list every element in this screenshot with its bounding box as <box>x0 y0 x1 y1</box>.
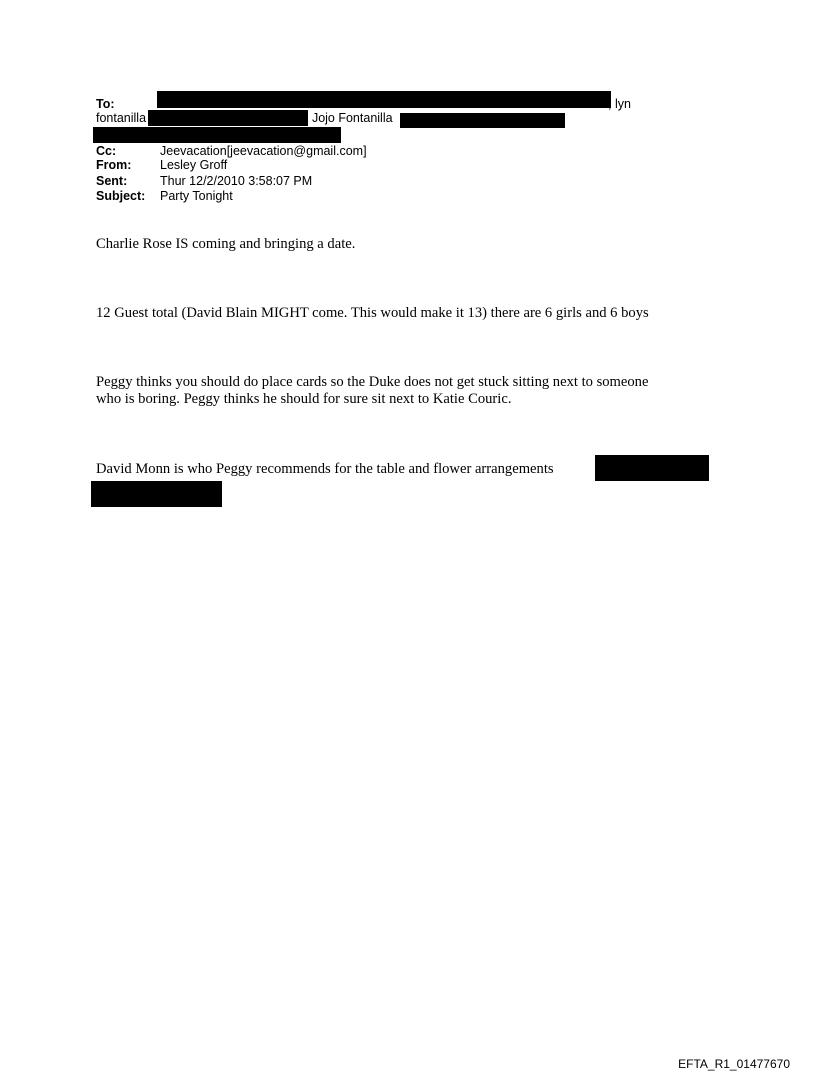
redaction-bar <box>595 455 709 481</box>
body-paragraph-1: Charlie Rose IS coming and bringing a date. <box>96 236 356 252</box>
body-paragraph-4: David Monn is who Peggy recommends for the table and flower arrangements <box>96 461 554 477</box>
body-paragraph-2: 12 Guest total (David Blain MIGHT come. This would make it 13) there are 6 girls and 6 boys <box>96 305 649 321</box>
sent-value: Thur 12/2/2010 3:58:07 PM <box>160 174 313 188</box>
redaction-bar <box>93 127 341 143</box>
redaction-bar <box>157 91 611 108</box>
redaction-bar <box>148 110 308 126</box>
body-paragraph-3-line-1: Peggy thinks you should do place cards so the Duke does not get stuck sitting next to someone <box>96 374 649 390</box>
redaction-bar <box>400 113 565 128</box>
subject-label: Subject: <box>96 189 146 203</box>
subject-value: Party Tonight <box>160 189 233 203</box>
cc-label: Cc: <box>96 144 117 158</box>
redaction-bar <box>91 481 222 507</box>
to-value-line2-start: fontanilla <box>96 111 147 125</box>
from-label: From: <box>96 158 132 172</box>
sent-label: Sent: <box>96 174 128 188</box>
to-value-tail: , lyn <box>608 97 631 111</box>
body-paragraph-3-line-2: who is boring. Peggy thinks he should for sure sit next to Katie Couric. <box>96 391 512 407</box>
cc-value: Jeevacation[jeevacation@gmail.com] <box>160 144 367 158</box>
document-id: EFTA_R1_01477670 <box>678 1057 790 1071</box>
from-value: Lesley Groff <box>160 158 228 172</box>
to-label: To: <box>96 97 115 111</box>
to-value-line2-mid: , Jojo Fontanilla <box>305 111 393 125</box>
